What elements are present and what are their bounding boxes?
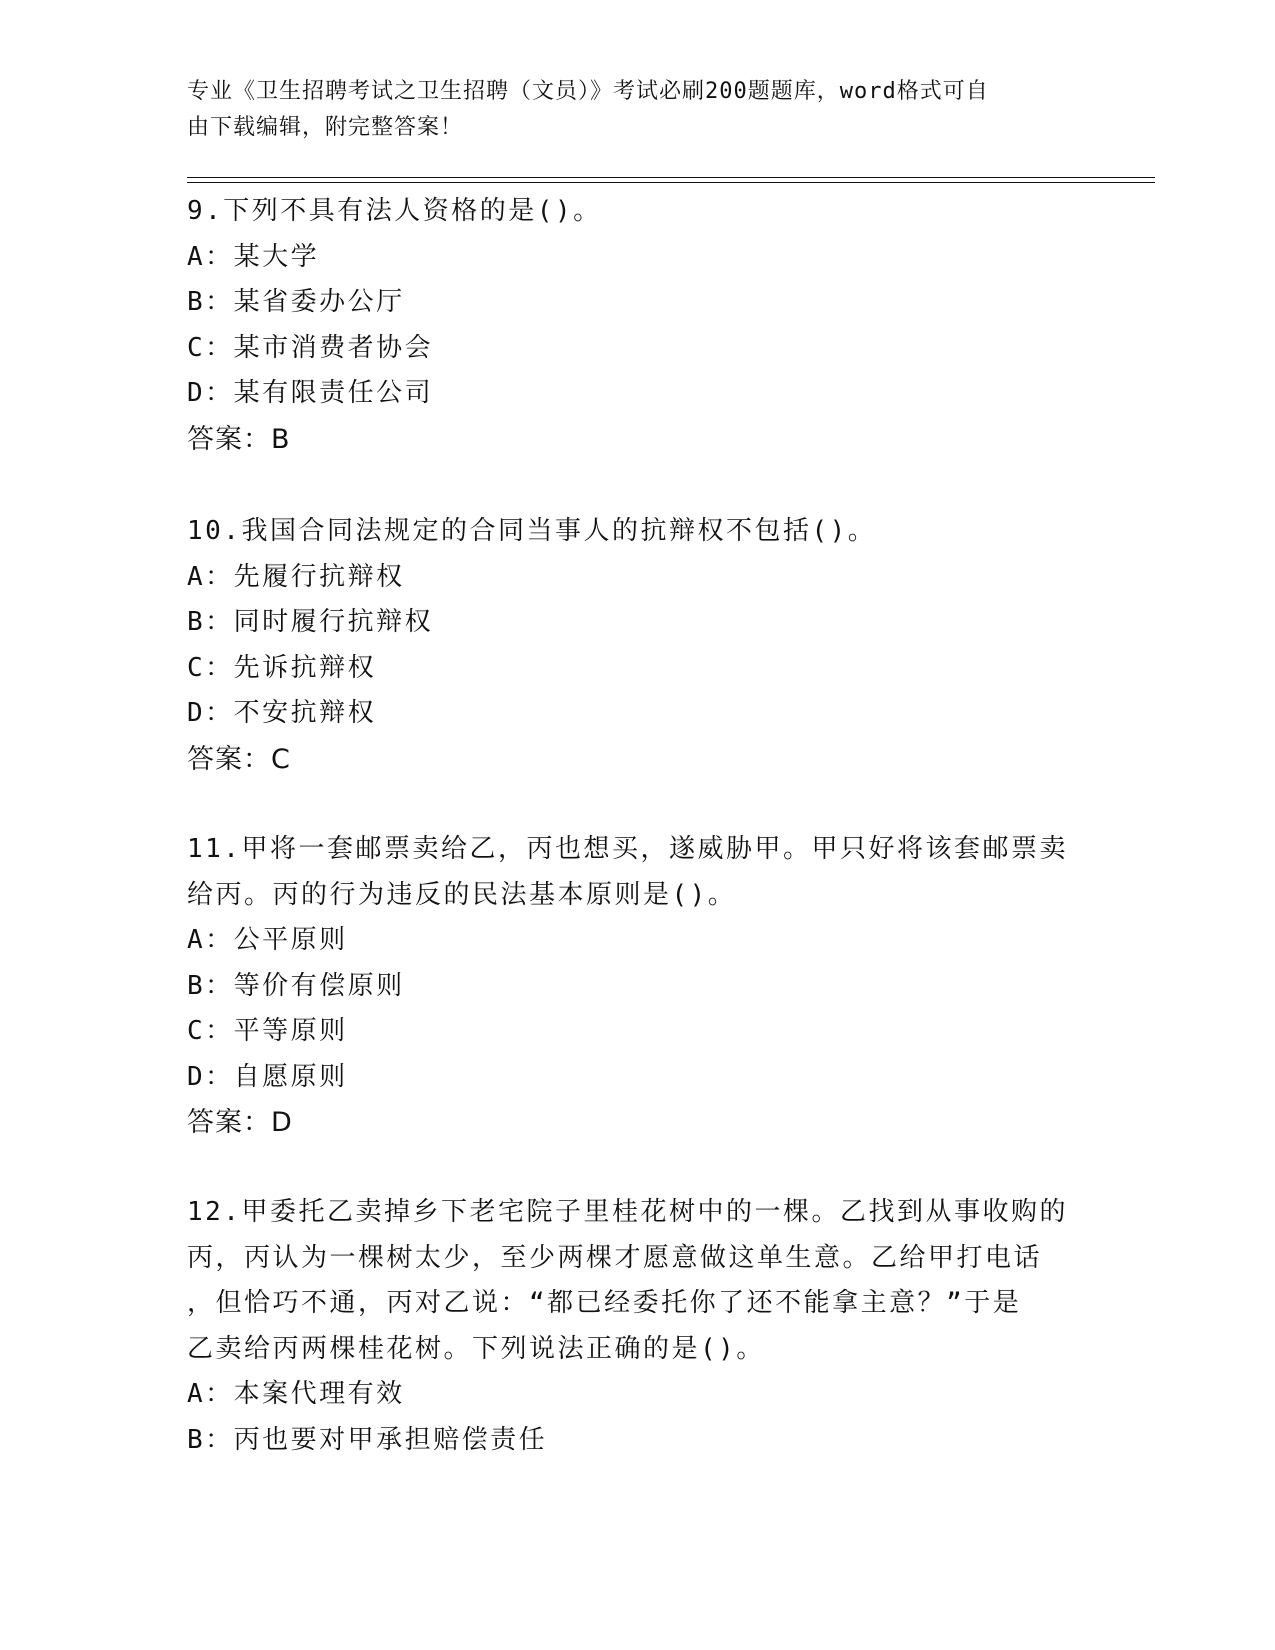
option-d: D：不安抗辩权 <box>187 698 377 728</box>
header-line-1: 专业《卫生招聘考试之卫生招聘（文员）》考试必刷200题题库，word格式可自 <box>187 79 989 104</box>
option-b: B：同时履行抗辩权 <box>187 607 434 637</box>
question-10 <box>187 509 1087 782</box>
option-d: D：自愿原则 <box>187 1061 348 1092</box>
question-stem-line: 给丙。丙的行为违反的民法基本原则是()。 <box>187 879 737 910</box>
option-c: C：某市消费者协会 <box>187 332 434 363</box>
answer: 答案：C <box>187 743 291 775</box>
question-stem-line: 9.下列不具有法人资格的是()。 <box>187 196 602 226</box>
option-c: C：平等原则 <box>187 1016 348 1046</box>
option-a: A：本案代理有效 <box>187 1379 405 1409</box>
question-stem-line: 10.我国合同法规定的合同当事人的抗辩权不包括()。 <box>187 516 877 546</box>
header-divider-top <box>187 177 1155 178</box>
question-stem-line: 丙，丙认为一棵树太少，至少两棵才愿意做这单生意。乙给甲打电话 <box>187 1242 1043 1273</box>
answer: 答案：B <box>187 423 291 455</box>
question-11 <box>187 827 1087 1146</box>
document-header <box>187 74 1067 146</box>
option-a: A：某大学 <box>187 241 320 272</box>
question-stem <box>187 827 1087 918</box>
question-stem-line: 11.甲将一套邮票卖给乙，丙也想买，遂威胁甲。甲只好将该套邮票卖 <box>187 834 1068 864</box>
header-divider-bottom <box>187 182 1155 183</box>
question-stem <box>187 189 1087 235</box>
option-a: A：先履行抗辩权 <box>187 561 405 592</box>
header-line-2: 由下载编辑，附完整答案！ <box>187 115 464 140</box>
question-stem-line: ，但恰巧不通，丙对乙说：“都已经委托你了还不能拿主意？”于是 <box>187 1288 1022 1318</box>
option-b: B：丙也要对甲承担赔偿责任 <box>187 1424 548 1455</box>
option-b: B：等价有偿原则 <box>187 970 405 1001</box>
option-a: A：公平原则 <box>187 925 348 955</box>
question-stem-line: 12.甲委托乙卖掉乡下老宅院子里桂花树中的一棵。乙找到从事收购的 <box>187 1197 1068 1227</box>
option-b: B：某省委办公厅 <box>187 287 405 317</box>
question-stem <box>187 509 1087 555</box>
question-stem <box>187 1190 1087 1372</box>
option-c: C：先诉抗辩权 <box>187 652 377 683</box>
question-stem-line: 乙卖给丙两棵桂花树。下列说法正确的是()。 <box>187 1333 765 1364</box>
option-d: D：某有限责任公司 <box>187 378 434 408</box>
answer: 答案：D <box>187 1107 293 1138</box>
question-9 <box>187 189 1087 462</box>
question-12 <box>187 1190 1087 1463</box>
